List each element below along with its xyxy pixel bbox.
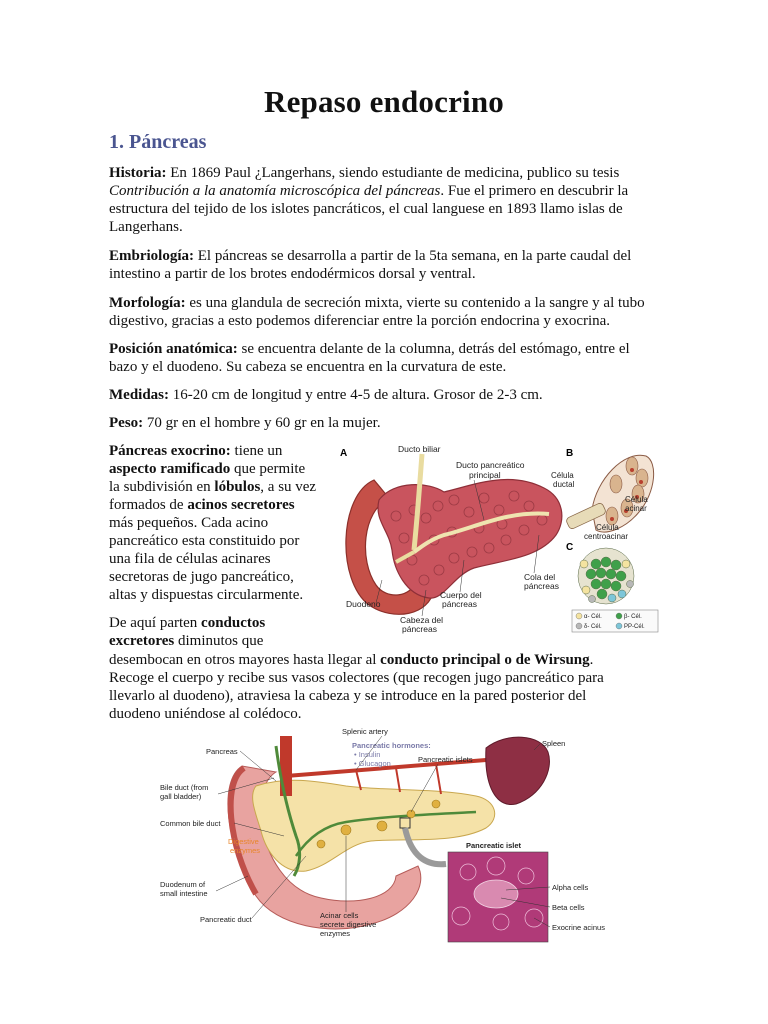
label-cuerpo-1: Cuerpo del: [440, 590, 482, 600]
paragraph-medidas: Medidas: 16-20 cm de longitud y entre 4-5 de altura. Grosor de 2-3 cm.: [109, 387, 543, 403]
section-heading: [109, 131, 206, 154]
label-duodeno: Duodeno: [346, 599, 381, 609]
label-splenic-artery: Splenic artery: [342, 727, 388, 736]
pancreas-islet-figure: [156, 726, 616, 946]
label-cabeza-1: Cabeza del: [400, 615, 444, 625]
label-celula-acinar-1: Célula: [625, 495, 648, 504]
label-pancreas: Pancreas: [206, 747, 238, 756]
label-pancreatic-islets: Pancreatic islets: [418, 755, 473, 764]
pancreas-anatomy-figure: [334, 440, 660, 636]
paragraph-conductos: De aquí parten conductos excretores diminutos que: [109, 615, 266, 649]
label-cabeza-2: páncreas: [402, 624, 437, 634]
label-bile-duct-2: gall bladder): [160, 792, 202, 801]
label-pancreatic-hormones: Pancreatic hormones:: [352, 741, 431, 750]
label-acinar-2: secrete digestive: [320, 920, 377, 929]
panel-c-letter: C: [566, 542, 574, 553]
section-number: 1.: [109, 131, 124, 153]
label-cuerpo-2: páncreas: [442, 599, 477, 609]
legend-item-delta: δ- Cél.: [584, 624, 602, 630]
paragraph-desembocan: desembocan en otros mayores hasta llegar al conducto principal o de Wirsung. Recoge el cuerpo y recibe sus vasos colectores (que recogen jugo pancreático para llevarlo al duodeno), atraviesa la cabeza y se introduce en la pared posterior del duodeno uniéndose al colédoco.: [109, 652, 604, 722]
label-centroacinar-1: Célula: [596, 523, 619, 532]
label-pancreatic-islet: Pancreatic islet: [466, 841, 522, 850]
legend-item-pp: PP-Cél.: [624, 624, 645, 630]
label-glucagon: • Glucagon: [354, 759, 391, 768]
label-celula-ductal-2: ductal: [553, 480, 575, 489]
legend-item-alpha: α- Cél.: [584, 614, 602, 620]
label-cola-2: páncreas: [524, 581, 559, 591]
label-pancreatic-duct: Pancreatic duct: [200, 915, 252, 924]
label-principal: principal: [469, 470, 501, 480]
label-acinar-1: Acinar cells: [320, 911, 359, 920]
panel-a-letter: A: [340, 448, 348, 459]
label-alpha-cells: Alpha cells: [552, 883, 589, 892]
label-bile-duct-1: Bile duct (from: [160, 783, 209, 792]
label-ducto-biliar: Ducto biliar: [398, 444, 441, 454]
label-acinar-3: enzymes: [320, 929, 351, 938]
label-ducto-pancreatico: Ducto pancreático: [456, 460, 525, 470]
label-exocrine-acinus: Exocrine acinus: [552, 923, 605, 932]
label-duodenum-1: Duodenum of: [160, 880, 206, 889]
paragraph-embriologia: Embriología: El páncreas se desarrolla a partir de la 5ta semana, en la parte caudal del intestino a partir de los brotes endodérmicos dorsal y ventral.: [109, 248, 632, 282]
label-spleen: Spleen: [542, 739, 566, 748]
islet-cell-cluster: [474, 880, 518, 908]
panel-b-letter: B: [566, 448, 574, 459]
legend-item-beta: β- Cél.: [624, 614, 642, 620]
label-beta-cells: Beta cells: [552, 903, 585, 912]
paragraph-posicion: Posición anatómica: se encuentra delante de la columna, detrás del estómago, entre el bazo y el duodeno. Su cabeza se encuentra en la curvatura de este.: [109, 341, 630, 375]
paragraph-exocrino: Páncreas exocrino: tiene un aspecto ramificado que permite la subdivisión en lóbulos, a su vez formados de acinos secretores más pequeños. Cada acino pancreático esta constituido por una fila de células acinares secretoras de jugo pancreático, altas y dispuestas circularmente.: [109, 443, 317, 603]
paragraph-historia: Historia: En 1869 Paul ¿Langerhans, siendo estudiante de medicina, publico su tesis Contribución a la anatomía microscópica del páncreas. Fue el primero en descubrir la estructura del tejido de los islotes pancráticos, el cual languese en 1893 llamo islas de Langerhans.: [109, 165, 629, 235]
paragraph-morfologia: Morfología: es una glandula de secreción mixta, vierte su contenido a la sangre y al tubo digestivo, gracias a esto podemos diferenciar entre la porción endocrina y exocrina.: [109, 295, 645, 329]
label-insulin: • Insulin: [354, 750, 381, 759]
label-cola-1: Cola del: [524, 572, 556, 582]
label-centroacinar-2: centroacinar: [584, 532, 629, 541]
label-digestive-2: enzymes: [230, 846, 261, 855]
section-name: Páncreas: [129, 131, 207, 153]
label-celula-acinar-2: acinar: [625, 504, 647, 513]
islet-drawing: [578, 548, 634, 604]
label-celula-ductal-1: Célula: [551, 471, 574, 480]
label-duodenum-2: small intestine: [160, 889, 208, 898]
label-digestive-1: Digestive: [228, 837, 259, 846]
paragraph-peso: Peso: 70 gr en el hombre y 60 gr en la mujer.: [109, 415, 381, 431]
page-title: Repaso endocrino: [263, 84, 504, 119]
label-common-bile-duct: Common bile duct: [160, 819, 221, 828]
